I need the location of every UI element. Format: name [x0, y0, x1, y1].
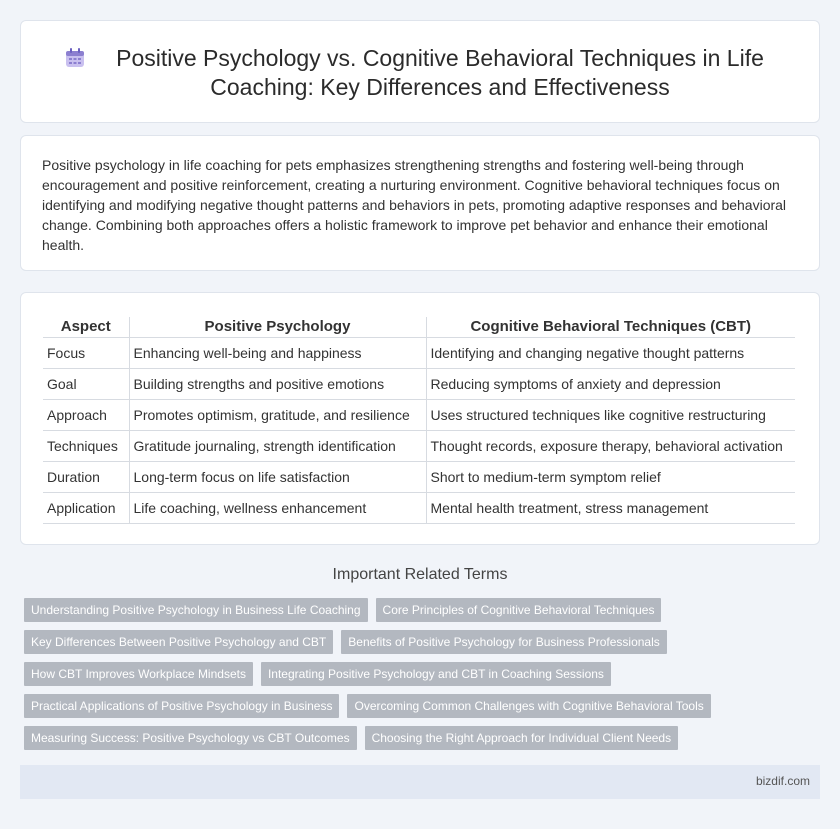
table-cell: Uses structured techniques like cognitive restructuring — [426, 399, 795, 430]
table-cell: Focus — [43, 337, 129, 368]
related-term-tag[interactable]: Practical Applications of Positive Psychology in Business — [24, 694, 339, 718]
table-cell: Promotes optimism, gratitude, and resilience — [129, 399, 426, 430]
table-cell: Goal — [43, 368, 129, 399]
table-cell: Gratitude journaling, strength identification — [129, 430, 426, 461]
footer-site-link[interactable]: bizdif.com — [755, 774, 810, 788]
table-cell: Reducing symptoms of anxiety and depression — [426, 368, 795, 399]
table-cell: Mental health treatment, stress management — [426, 492, 795, 523]
related-terms-row — [24, 662, 804, 686]
footer — [20, 765, 820, 799]
column-header-cbt: Cognitive Behavioral Techniques (CBT) — [426, 317, 795, 337]
column-header-aspect: Aspect — [43, 317, 129, 337]
summary-text: Positive psychology in life coaching for pets emphasizes strengthening strengths and fostering well-being through encouragement and positive reinforcement, creating a nurturing environment. Cognitive behavioral techniques focus on identifying and modifying negative thought patterns and behaviors in pets, promoting adaptive responses and behavioral change. Combining both approaches offers a holistic framework to improve pet behavior and enhance their emotional health. — [42, 157, 787, 253]
table-row — [43, 399, 795, 430]
page-title: Positive Psychology vs. Cognitive Behavioral Techniques in Life Coaching: Key Differences and Effectiveness — [116, 45, 764, 100]
table-cell: Life coaching, wellness enhancement — [129, 492, 426, 523]
related-term-tag[interactable]: Benefits of Positive Psychology for Business Professionals — [341, 630, 666, 654]
related-terms-list — [24, 598, 804, 758]
related-terms-row — [24, 598, 804, 622]
table-cell: Approach — [43, 399, 129, 430]
related-terms-title: Important Related Terms — [332, 566, 508, 583]
table-cell: Duration — [43, 461, 129, 492]
related-term-tag[interactable]: Core Principles of Cognitive Behavioral Techniques — [376, 598, 662, 622]
comparison-card — [20, 292, 820, 545]
related-term-tag[interactable]: Key Differences Between Positive Psychology and CBT — [24, 630, 333, 654]
table-cell: Techniques — [43, 430, 129, 461]
related-term-tag[interactable]: How CBT Improves Workplace Mindsets — [24, 662, 253, 686]
related-term-tag[interactable]: Overcoming Common Challenges with Cognitive Behavioral Tools — [347, 694, 710, 718]
related-term-tag[interactable]: Measuring Success: Positive Psychology vs CBT Outcomes — [24, 726, 357, 750]
table-row — [43, 368, 795, 399]
table-cell: Application — [43, 492, 129, 523]
table-cell: Short to medium-term symptom relief — [426, 461, 795, 492]
table-row — [43, 492, 795, 523]
related-terms-row — [24, 630, 804, 654]
related-terms-row — [24, 726, 804, 750]
table-cell: Identifying and changing negative thought patterns — [426, 337, 795, 368]
table-row — [43, 461, 795, 492]
related-term-tag[interactable]: Understanding Positive Psychology in Business Life Coaching — [24, 598, 368, 622]
table-cell: Long-term focus on life satisfaction — [129, 461, 426, 492]
table-header-row — [43, 317, 795, 337]
column-header-positive-psychology: Positive Psychology — [129, 317, 426, 337]
table-row — [43, 430, 795, 461]
table-cell: Enhancing well-being and happiness — [129, 337, 426, 368]
summary-card — [20, 135, 820, 271]
related-terms-row — [24, 694, 804, 718]
title-card — [20, 20, 820, 123]
comparison-table — [43, 317, 795, 524]
related-term-tag[interactable]: Integrating Positive Psychology and CBT in Coaching Sessions — [261, 662, 611, 686]
table-cell: Thought records, exposure therapy, behavioral activation — [426, 430, 795, 461]
table-row — [43, 337, 795, 368]
table-cell: Building strengths and positive emotions — [129, 368, 426, 399]
related-term-tag[interactable]: Choosing the Right Approach for Individual Client Needs — [365, 726, 679, 750]
